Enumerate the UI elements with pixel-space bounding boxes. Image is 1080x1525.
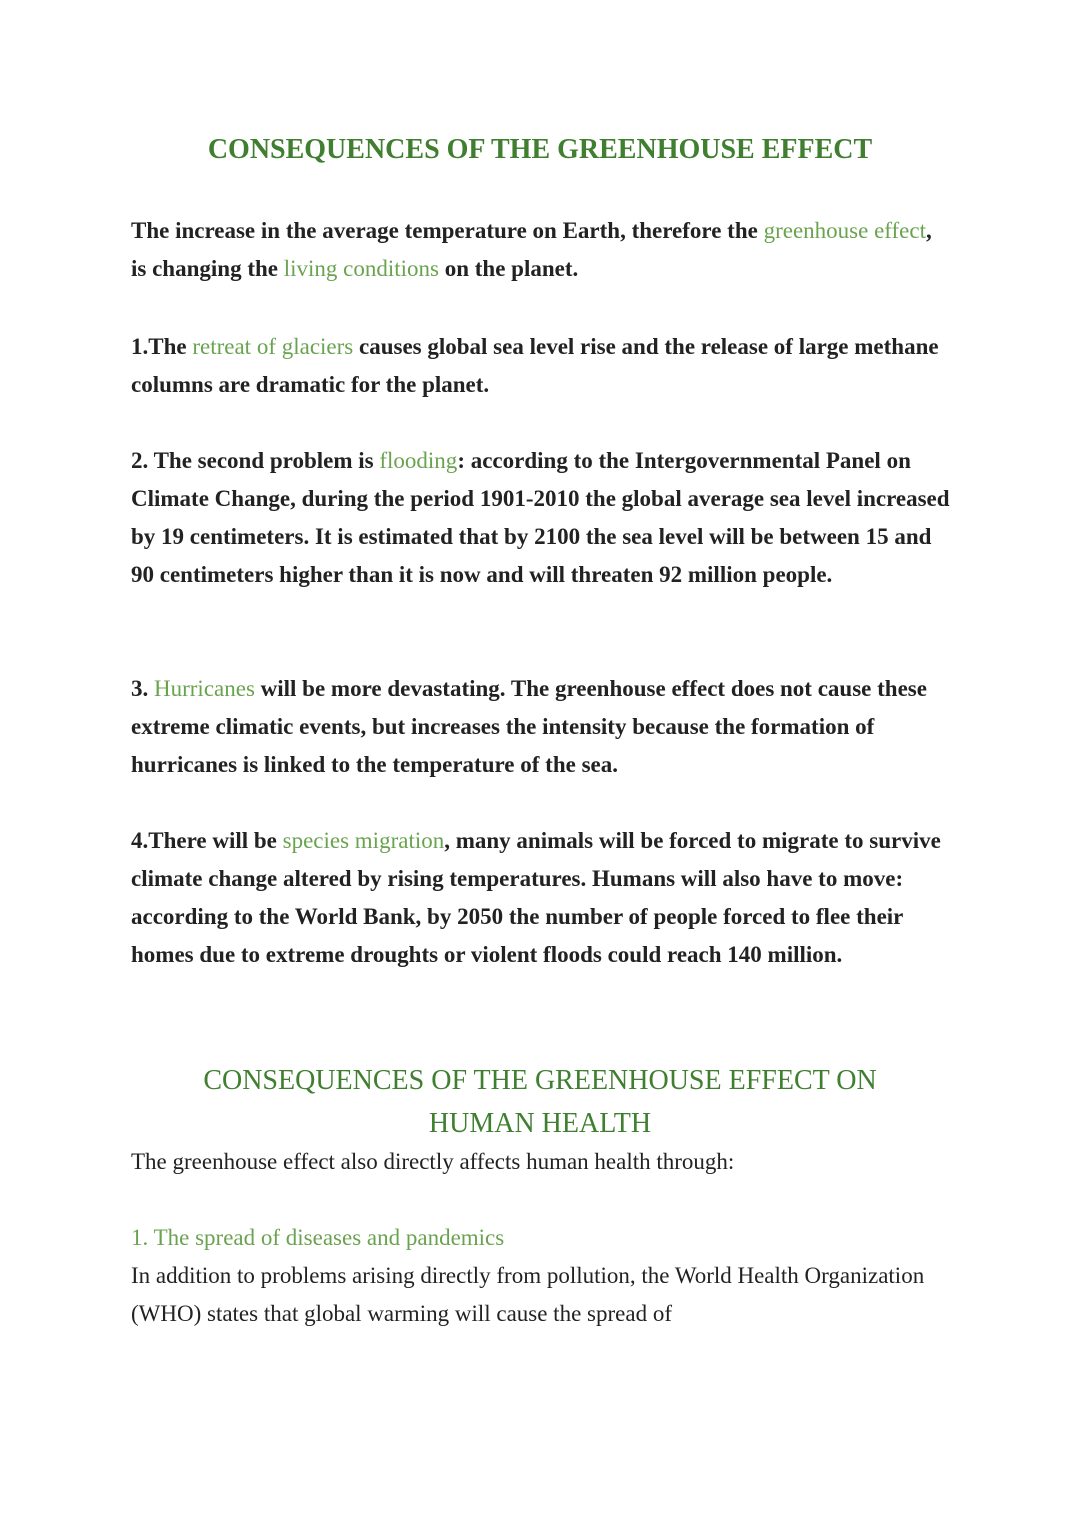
point-2-text-2: : according to the Intergovernmental Panel on Climate Change, during the period 1901-2010 the global average sea level increased by 19 centimeters. It is estimated that by 2100 the sea level will be between 15 and 90 centimeters higher than it is now and will threaten 92 million people. bbox=[131, 448, 950, 587]
highlight-greenhouse-effect: greenhouse effect bbox=[763, 218, 926, 243]
intro-text-2: , is changing the bbox=[131, 218, 932, 281]
section-title: CONSEQUENCES OF THE GREENHOUSE EFFECT bbox=[207, 134, 873, 165]
highlight-flooding: flooding bbox=[379, 448, 458, 473]
health-title-line-2: HUMAN HEALTH bbox=[428, 1108, 652, 1139]
health-section-title bbox=[0, 1059, 1080, 1145]
consequence-glaciers bbox=[131, 328, 951, 404]
highlight-retreat-of-glaciers: retreat of glaciers bbox=[192, 334, 354, 359]
highlight-living-conditions: living conditions bbox=[283, 256, 439, 281]
intro-paragraph bbox=[131, 212, 951, 288]
health-point-1-heading: 1. The spread of diseases and pandemics bbox=[131, 1225, 505, 1250]
point-1-text-2: causes global sea level rise and the release of large methane columns are dramatic for the planet. bbox=[131, 334, 939, 397]
point-1-text-1: 1.The bbox=[131, 334, 193, 359]
point-2-text-1: 2. The second problem is bbox=[131, 448, 380, 473]
consequence-species-migration bbox=[131, 822, 951, 974]
intro-text-1: The increase in the average temperature on Earth, therefore the bbox=[131, 218, 764, 243]
point-3-text-1: 3. bbox=[131, 676, 154, 701]
highlight-species-migration: species migration bbox=[282, 828, 445, 853]
intro-text-3: on the planet. bbox=[438, 256, 579, 281]
consequence-flooding bbox=[131, 442, 951, 594]
point-4-text-2: , many animals will be forced to migrate to survive climate change altered by rising temperatures. Humans will also have to move: according to the World Bank, by 2050 the number of people forced to flee their homes due to extreme droughts or violent floods could reach 140 million. bbox=[131, 828, 941, 967]
point-3-text-2: will be more devastating. The greenhouse effect does not cause these extreme climatic events, but increases the intensity because the formation of hurricanes is linked to the temperature of the sea. bbox=[131, 676, 927, 777]
health-point-1-text: In addition to problems arising directly from pollution, the World Health Organization (WHO) states that global warming will cause the spread of bbox=[131, 1263, 925, 1326]
health-title-line-1: CONSEQUENCES OF THE GREENHOUSE EFFECT ON bbox=[203, 1065, 877, 1096]
health-intro-paragraph: The greenhouse effect also directly affects human health through: bbox=[131, 1149, 735, 1174]
highlight-hurricanes: Hurricanes bbox=[154, 676, 255, 701]
consequence-hurricanes bbox=[131, 670, 951, 784]
point-4-text-1: 4.There will be bbox=[131, 828, 283, 853]
